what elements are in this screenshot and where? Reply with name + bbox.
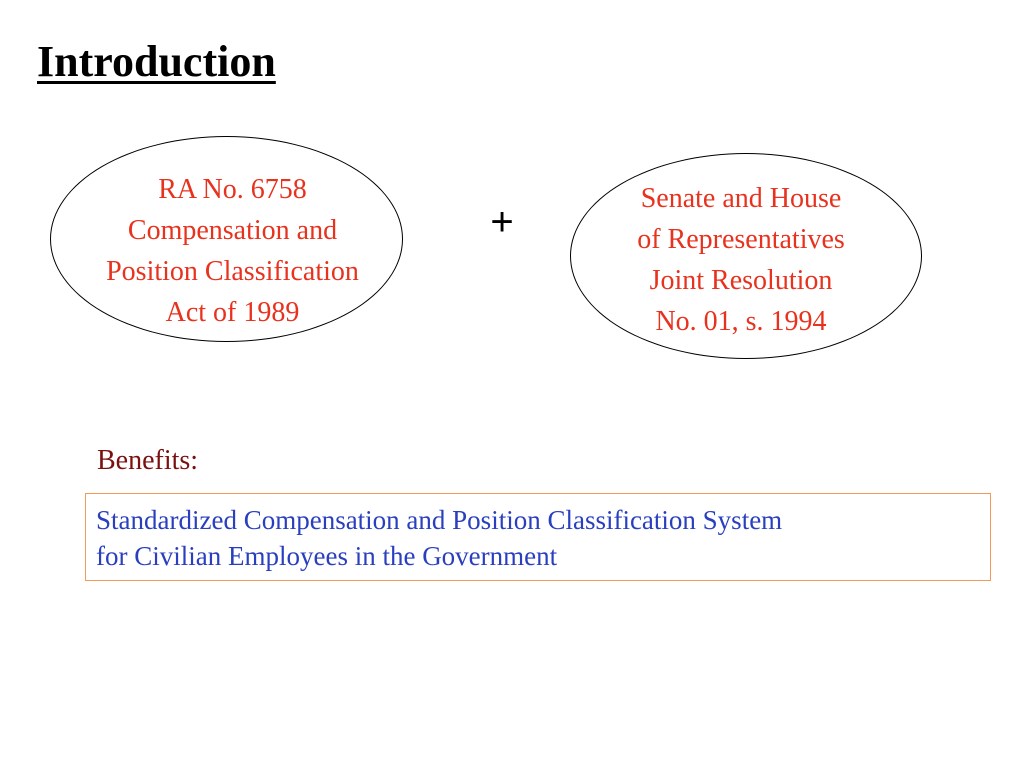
benefits-text — [96, 502, 980, 574]
slide-title: Introduction — [37, 37, 276, 86]
left-ellipse-text — [60, 169, 405, 333]
benefits-line-1: Standardized Compensation and Position Classification System — [96, 505, 783, 535]
plus-sign: + — [490, 200, 514, 244]
benefits-label: Benefits: — [97, 445, 199, 476]
right-ellipse-line-2: of Representatives — [637, 224, 845, 255]
right-ellipse-line-4: No. 01, s. 1994 — [655, 306, 827, 337]
left-ellipse-line-3: Position Classification — [106, 256, 359, 287]
benefits-line-2: for Civilian Employees in the Government — [96, 541, 558, 571]
right-ellipse-text — [565, 178, 917, 342]
left-ellipse-line-1: RA No. 6758 — [158, 174, 307, 205]
left-ellipse-line-2: Compensation and — [127, 215, 338, 246]
right-ellipse-line-3: Joint Resolution — [649, 265, 833, 296]
benefits-box — [85, 493, 991, 581]
left-ellipse-line-4: Act of 1989 — [165, 297, 300, 328]
right-ellipse-line-1: Senate and House — [640, 183, 842, 214]
